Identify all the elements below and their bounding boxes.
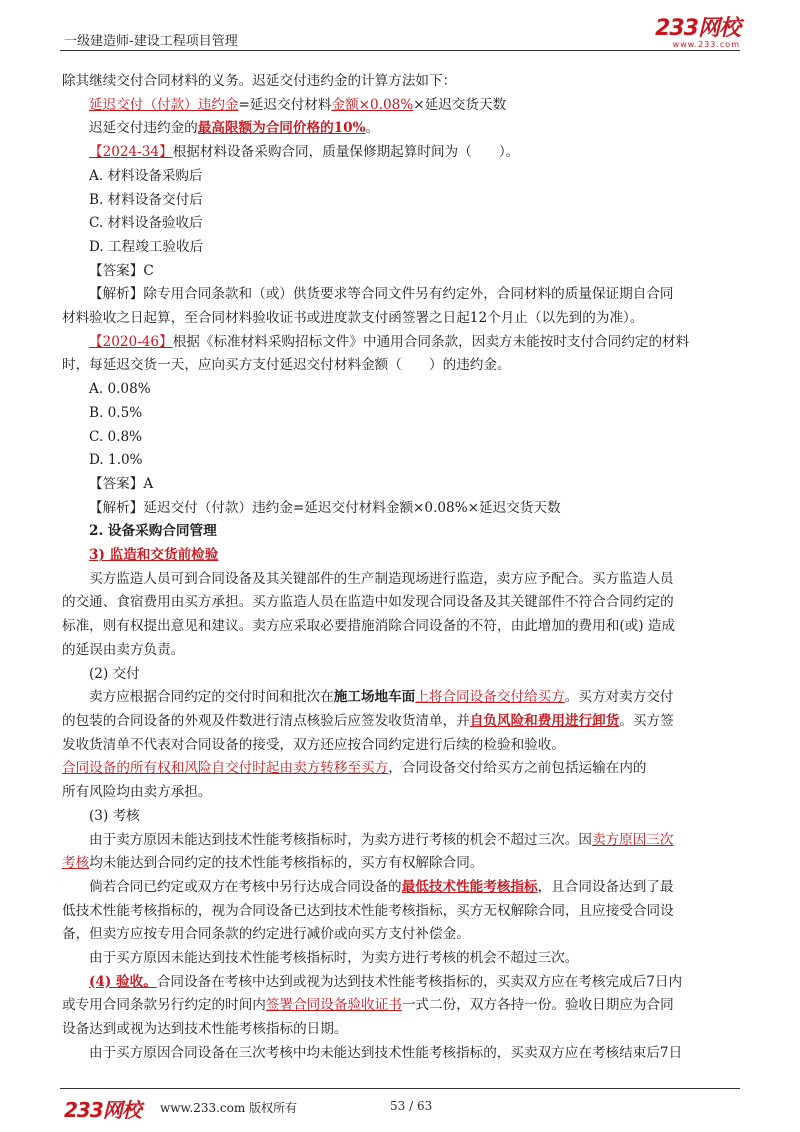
text-run: 根据材料设备采购合同，质量保修期起算时间为（ ）。: [172, 144, 520, 161]
explanation: 【解析】延迟交付（付款）违约金=延迟交付材料金额×0.08%×延迟交货天数: [89, 499, 561, 516]
paragraph-line: 由于买方原因未能达到技术性能考核指标时，为卖方进行考核的机会不超过三次。: [89, 950, 579, 967]
text-run: 最低技术性能考核指标: [401, 878, 538, 895]
text-run: 。买方签: [619, 712, 674, 729]
answer: 【答案】A: [89, 475, 154, 492]
question-stem: [62, 331, 740, 355]
paragraph-line: 发收货清单不代表对合同设备的接受，双方还应按合同约定进行后续的检验和验收。: [62, 736, 565, 753]
paragraph-line: [62, 686, 740, 710]
text-run: 3) 监造和交货前检验: [89, 547, 219, 564]
subsection-heading: [62, 544, 740, 568]
section-heading: 2. 设备采购合同管理: [89, 523, 217, 540]
text-run: 的包装的合同设备的外观及件数进行清点核验后应签发收货清单，并: [62, 712, 470, 729]
answer: 【答案】C: [89, 262, 154, 279]
paragraph-line: [62, 710, 740, 734]
logo-text: 233网校: [655, 16, 740, 41]
paragraph-line: 所有风险均由卖方承担。: [62, 784, 212, 801]
page-body: [62, 70, 740, 1066]
text-run: 一式二份，双方各持一份。验收日期应为合同: [401, 997, 674, 1014]
text-run: 合同设备的所有权和风险自交付时起由卖方转移至买方: [62, 760, 389, 777]
text-run: 考核: [62, 855, 90, 872]
text-run: 卖方应根据合同约定的交付时间和批次在: [89, 689, 334, 706]
text-run: 或专用合同条款另行约定的时间内: [62, 997, 266, 1014]
header-divider: [60, 50, 740, 51]
text-run: =延迟交付材料: [238, 96, 332, 113]
option-b: B. 0.5%: [89, 404, 143, 421]
text-run: 根据《标准材料采购招标文件》中通用合同条款，因卖方未能按时支付合同约定的材料: [172, 333, 690, 350]
text-run: 延迟交付（付款）违约金: [89, 96, 239, 113]
paragraph-line: 标准，则有权提出意见和建议。卖方应采取必要措施消除合同设备的不符，由此增加的费用和(或) 造成: [62, 618, 676, 635]
text-run: 倘若合同已约定或双方在考核中另行达成合同设备的: [89, 878, 402, 895]
explanation-line: 材料验收之日起算，至合同材料验收证书或进度款支付函签署之日起12个月止（以先到的为准）。: [62, 310, 644, 327]
text-run: 【解析】: [89, 286, 144, 303]
paragraph-line: 买方监造人员可到合同设备及其关键部件的生产制造现场进行监造，卖方应予配合。买方监造人员: [89, 570, 674, 587]
option-d: D. 工程竣工验收后: [89, 238, 204, 255]
footer-divider: [60, 1088, 740, 1089]
text-run: ，合同设备交付给买方之前包括运输在内的: [388, 760, 647, 777]
text-run: 除专用合同条款和（或）供货要求等合同文件另有约定外，合同材料的质量保证期自合同: [143, 286, 674, 303]
text-run: 上将合同设备交付给买方: [415, 689, 565, 706]
page-header: [60, 0, 740, 52]
paragraph-line: [62, 117, 740, 141]
logo-url: www.233.com: [672, 40, 740, 49]
text-run: 签署合同设备验收证书: [265, 997, 402, 1014]
text-run: 。买方对卖方交付: [564, 689, 674, 706]
explanation: [62, 283, 740, 307]
text-run: ，且合同设备达到了最: [537, 878, 674, 895]
page-number: 53 / 63: [390, 1099, 433, 1113]
formula-line: [62, 94, 740, 118]
paragraph-line: [62, 876, 740, 900]
text-run: 金额×0.08%: [331, 96, 414, 113]
paragraph-line: 的交通、食宿费用由买方承担。买方监造人员在监造中如发现合同设备及其关键部件不符合合同约定的: [62, 594, 674, 611]
paragraph-line: 低技术性能考核指标的，视为合同设备已达到技术性能考核指标，买方无权解除合同，且应接受合同设: [62, 902, 674, 919]
text-run: 由于卖方原因未能达到技术性能考核指标时，为卖方进行考核的机会不超过三次。因: [89, 831, 592, 848]
paragraph-line: [62, 852, 740, 876]
option-c: C. 材料设备验收后: [89, 215, 203, 232]
paragraph-line: [62, 829, 740, 853]
question-stem-line: 时，每延迟交货一天，应向买方支付延迟交付材料金额（ ）的违约金。: [62, 357, 511, 374]
copyright-text: www.233.com 版权所有: [160, 1101, 298, 1115]
footer-logo: 233网校: [64, 1098, 141, 1122]
option-a: A. 0.08%: [89, 381, 151, 398]
page-footer: [60, 1088, 740, 1128]
paragraph-line: [62, 70, 740, 94]
option-d: D. 1.0%: [89, 452, 143, 469]
text-run: 自负风险和费用进行卸货: [469, 712, 620, 729]
document-title: 一级建造师-建设工程项目管理: [64, 34, 238, 49]
text-run: 迟延交付违约金的: [89, 120, 198, 137]
option-b: B. 材料设备交付后: [89, 191, 203, 208]
question-tag: 【2024-34】: [89, 144, 173, 161]
question-stem: [62, 141, 740, 165]
text-run: 除其继续交付合同材料的义务。迟延交付违约金的计算方法如下：: [62, 73, 457, 89]
paragraph-line: [62, 971, 740, 995]
text-run: 合同设备在考核中达到或视为达到技术性能考核指标的，买卖双方应在考核完成后7日内: [156, 973, 683, 990]
text-run: 均未能达到合同约定的技术性能考核指标的，买方有权解除合同。: [89, 855, 484, 872]
text-run: 。: [365, 120, 380, 137]
subsection-heading: (4) 验收。: [89, 973, 157, 990]
subsection-heading: (2) 交付: [89, 665, 140, 682]
paragraph-line: 备，但卖方应按专用合同条款的约定进行减价或向买方支付补偿金。: [62, 926, 470, 943]
paragraph-line: 设备达到或视为达到技术性能考核指标的日期。: [62, 1021, 348, 1038]
paragraph-line: 由于买方原因合同设备在三次考核中均未能达到技术性能考核指标的，买卖双方应在考核结束后7日: [89, 1044, 683, 1061]
paragraph-line: [62, 757, 740, 781]
brand-logo: [655, 18, 740, 49]
text-run: 施工场地车面: [333, 689, 416, 706]
text-run: ×延迟交货天数: [413, 96, 507, 113]
paragraph-line: [62, 994, 740, 1018]
paragraph-line: 的延误由卖方负责。: [62, 641, 185, 658]
subsection-heading: (3) 考核: [89, 807, 140, 824]
text-run: 最高限额为合同价格的10%: [197, 120, 366, 137]
text-run: 卖方原因三次: [591, 831, 674, 848]
question-tag: 【2020-46】: [89, 333, 173, 350]
option-a: A. 材料设备采购后: [89, 167, 203, 184]
option-c: C. 0.8%: [89, 428, 143, 445]
